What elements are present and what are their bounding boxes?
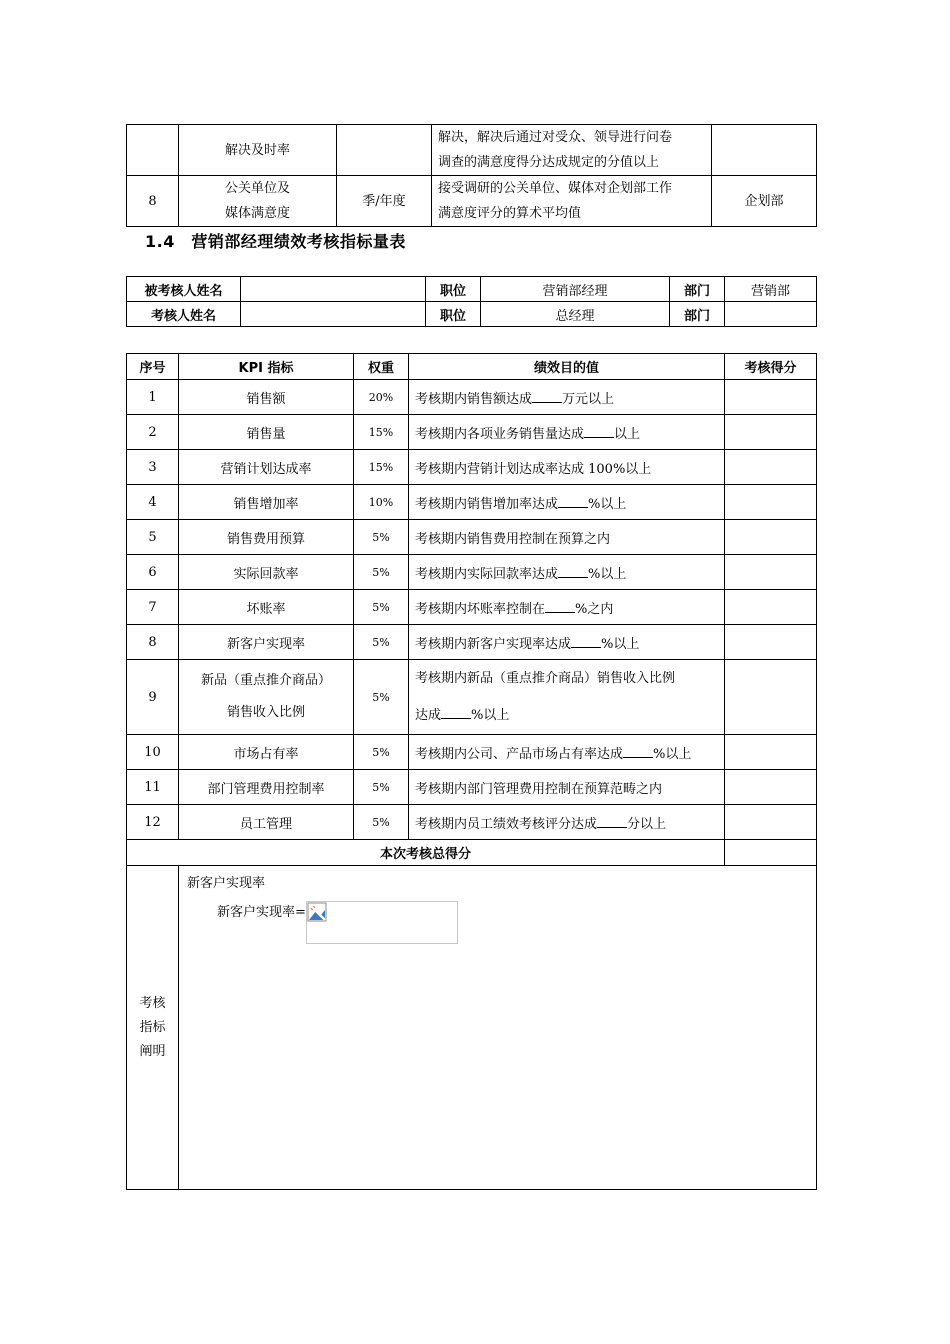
kpi-name: 销售费用预算 bbox=[179, 520, 354, 555]
score-cell[interactable] bbox=[725, 485, 817, 520]
notes-title: 新客户实现率 bbox=[187, 876, 266, 891]
row-number: 5 bbox=[127, 520, 179, 555]
header-score: 考核得分 bbox=[725, 354, 817, 380]
target-value bbox=[409, 625, 725, 660]
weight: 5% bbox=[354, 555, 409, 590]
weight: 5% bbox=[354, 660, 409, 735]
target-value bbox=[409, 555, 725, 590]
blank-line[interactable] bbox=[584, 436, 614, 438]
total-score-cell[interactable] bbox=[725, 840, 817, 866]
table-row bbox=[127, 125, 817, 176]
table-row bbox=[127, 555, 817, 590]
row-number: 4 bbox=[127, 485, 179, 520]
table-header-row bbox=[127, 354, 817, 380]
assessor-dept bbox=[725, 302, 817, 327]
description-line: 调查的满意度得分达成规定的分值以上 bbox=[438, 155, 660, 170]
table-row bbox=[127, 380, 817, 415]
assessee-dept: 营销部 bbox=[725, 277, 817, 302]
weight: 5% bbox=[354, 805, 409, 840]
target-value bbox=[409, 770, 725, 805]
row-number: 6 bbox=[127, 555, 179, 590]
score-cell[interactable] bbox=[725, 415, 817, 450]
broken-image-placeholder bbox=[306, 901, 458, 944]
target-suffix: %以上 bbox=[653, 746, 692, 762]
blank-line[interactable] bbox=[532, 401, 562, 403]
blank-line[interactable] bbox=[545, 611, 575, 613]
indicator-line: 媒体满意度 bbox=[224, 206, 290, 221]
assessor-name-field[interactable] bbox=[241, 302, 426, 327]
target-value bbox=[409, 380, 725, 415]
kpi-name: 营销计划达成率 bbox=[179, 450, 354, 485]
target-suffix: %以上 bbox=[588, 496, 627, 512]
target-value bbox=[409, 590, 725, 625]
target-suffix: 以上 bbox=[614, 426, 641, 442]
table-row bbox=[127, 415, 817, 450]
target-prefix: 考核期内部门管理费用控制在预算范畴之内 bbox=[415, 781, 663, 797]
weight: 5% bbox=[354, 520, 409, 555]
target-value bbox=[409, 415, 725, 450]
position-label: 职位 bbox=[426, 277, 481, 302]
formula bbox=[217, 901, 808, 944]
target-suffix: %以上 bbox=[471, 708, 510, 723]
dept-label: 部门 bbox=[670, 277, 725, 302]
indicator-name bbox=[179, 176, 337, 227]
kpi-name: 销售量 bbox=[179, 415, 354, 450]
blank-line[interactable] bbox=[597, 826, 627, 828]
department: 企划部 bbox=[712, 176, 817, 227]
target-prefix: 考核期内实际回款率达成 bbox=[415, 566, 559, 582]
kpi-name: 员工管理 bbox=[179, 805, 354, 840]
description-line: 满意度评分的算术平均值 bbox=[438, 206, 582, 221]
table-row bbox=[127, 660, 817, 735]
row-number: 7 bbox=[127, 590, 179, 625]
kpi-line: 新品（重点推介商品） bbox=[200, 673, 331, 688]
weight: 10% bbox=[354, 485, 409, 520]
target-value bbox=[409, 485, 725, 520]
blank-line[interactable] bbox=[441, 717, 471, 719]
target-suffix: %以上 bbox=[588, 566, 627, 582]
score-cell[interactable] bbox=[725, 770, 817, 805]
target-value bbox=[409, 450, 725, 485]
kpi-name: 新客户实现率 bbox=[179, 625, 354, 660]
target-line bbox=[415, 697, 718, 734]
score-cell[interactable] bbox=[725, 625, 817, 660]
blank-line[interactable] bbox=[571, 646, 601, 648]
target-suffix: 分以上 bbox=[627, 816, 667, 832]
assessor-position: 总经理 bbox=[481, 302, 670, 327]
kpi-line: 销售收入比例 bbox=[226, 705, 305, 720]
assessee-name-field[interactable] bbox=[241, 277, 426, 302]
row-number: 10 bbox=[127, 735, 179, 770]
row-number: 2 bbox=[127, 415, 179, 450]
notes-label-line: 指标 bbox=[139, 1019, 166, 1035]
kpi-table bbox=[126, 353, 817, 1190]
period bbox=[337, 125, 432, 176]
row-number: 12 bbox=[127, 805, 179, 840]
header-kpi: KPI 指标 bbox=[179, 354, 354, 380]
target-line: 考核期内新品（重点推介商品）销售收入比例 bbox=[415, 671, 676, 686]
total-row bbox=[127, 840, 817, 866]
kpi-name: 坏账率 bbox=[179, 590, 354, 625]
target-value bbox=[409, 660, 725, 735]
target-prefix: 考核期内销售费用控制在预算之内 bbox=[415, 531, 611, 547]
score-cell[interactable] bbox=[725, 590, 817, 625]
indicator-line: 公关单位及 bbox=[224, 181, 290, 196]
section-heading: 1.4 营销部经理绩效考核指标量表 bbox=[145, 232, 406, 251]
blank-line[interactable] bbox=[558, 576, 588, 578]
table-row bbox=[127, 625, 817, 660]
header-weight: 权重 bbox=[354, 354, 409, 380]
score-cell[interactable] bbox=[725, 380, 817, 415]
target-suffix: %之内 bbox=[575, 601, 614, 617]
header-target: 绩效目的值 bbox=[409, 354, 725, 380]
target-prefix: 考核期内员工绩效考核评分达成 bbox=[415, 816, 598, 832]
table-row bbox=[127, 770, 817, 805]
assessee-position: 营销部经理 bbox=[481, 277, 670, 302]
table-row bbox=[127, 485, 817, 520]
row-number: 1 bbox=[127, 380, 179, 415]
table-row bbox=[127, 450, 817, 485]
description-line: 接受调研的公关单位、媒体对企划部工作 bbox=[438, 181, 673, 196]
target-prefix: 考核期内营销计划达成率达成 100%以上 bbox=[415, 461, 652, 477]
notes-label-line: 阐明 bbox=[139, 1043, 166, 1059]
row-number: 8 bbox=[127, 176, 179, 227]
target-prefix: 达成 bbox=[415, 708, 442, 723]
position-label: 职位 bbox=[426, 302, 481, 327]
target-value bbox=[409, 805, 725, 840]
target-prefix: 考核期内各项业务销售量达成 bbox=[415, 426, 585, 442]
table-row bbox=[127, 735, 817, 770]
target-prefix: 考核期内销售增加率达成 bbox=[415, 496, 559, 512]
score-cell[interactable] bbox=[725, 450, 817, 485]
indicator-description bbox=[432, 176, 712, 227]
weight: 5% bbox=[354, 590, 409, 625]
table-row bbox=[127, 302, 817, 327]
top-continuation-table bbox=[126, 124, 817, 227]
kpi-name bbox=[179, 660, 354, 735]
assessee-info-table bbox=[126, 276, 817, 327]
formula-label: 新客户实现率= bbox=[217, 905, 306, 920]
target-prefix: 考核期内公司、产品市场占有率达成 bbox=[415, 746, 624, 762]
score-cell[interactable] bbox=[725, 555, 817, 590]
target-prefix: 考核期内新客户实现率达成 bbox=[415, 636, 572, 652]
table-row bbox=[127, 590, 817, 625]
weight: 5% bbox=[354, 735, 409, 770]
weight: 5% bbox=[354, 625, 409, 660]
score-cell[interactable] bbox=[725, 735, 817, 770]
period: 季/年度 bbox=[337, 176, 432, 227]
header-no: 序号 bbox=[127, 354, 179, 380]
blank-line[interactable] bbox=[558, 506, 588, 508]
dept-label: 部门 bbox=[670, 302, 725, 327]
kpi-name: 销售额 bbox=[179, 380, 354, 415]
table-row bbox=[127, 277, 817, 302]
target-suffix: 万元以上 bbox=[562, 391, 615, 407]
score-cell[interactable] bbox=[725, 520, 817, 555]
weight: 15% bbox=[354, 415, 409, 450]
kpi-name: 销售增加率 bbox=[179, 485, 354, 520]
broken-image-icon bbox=[307, 902, 327, 922]
target-value bbox=[409, 735, 725, 770]
target-prefix: 考核期内坏账率控制在 bbox=[415, 601, 546, 617]
assessor-label: 考核人姓名 bbox=[127, 302, 241, 327]
department bbox=[712, 125, 817, 176]
notes-row bbox=[127, 866, 817, 1190]
row-number bbox=[127, 125, 179, 176]
kpi-name: 实际回款率 bbox=[179, 555, 354, 590]
total-label: 本次考核总得分 bbox=[127, 840, 725, 866]
blank-line[interactable] bbox=[623, 756, 653, 758]
score-cell[interactable] bbox=[725, 805, 817, 840]
target-prefix: 考核期内销售额达成 bbox=[415, 391, 533, 407]
table-row bbox=[127, 176, 817, 227]
target-suffix: %以上 bbox=[601, 636, 640, 652]
score-cell[interactable] bbox=[725, 660, 817, 735]
notes-content bbox=[179, 866, 817, 1190]
notes-label bbox=[127, 866, 179, 1190]
assessee-label: 被考核人姓名 bbox=[127, 277, 241, 302]
table-row bbox=[127, 520, 817, 555]
table-row bbox=[127, 805, 817, 840]
indicator-name: 解决及时率 bbox=[179, 125, 337, 176]
indicator-description bbox=[432, 125, 712, 176]
row-number: 3 bbox=[127, 450, 179, 485]
row-number: 11 bbox=[127, 770, 179, 805]
weight: 20% bbox=[354, 380, 409, 415]
row-number: 9 bbox=[127, 660, 179, 735]
weight: 15% bbox=[354, 450, 409, 485]
description-line: 解决，解决后通过对受众、领导进行问卷 bbox=[438, 130, 673, 145]
target-value bbox=[409, 520, 725, 555]
kpi-name: 部门管理费用控制率 bbox=[179, 770, 354, 805]
row-number: 8 bbox=[127, 625, 179, 660]
kpi-name: 市场占有率 bbox=[179, 735, 354, 770]
weight: 5% bbox=[354, 770, 409, 805]
notes-label-line: 考核 bbox=[139, 995, 166, 1011]
